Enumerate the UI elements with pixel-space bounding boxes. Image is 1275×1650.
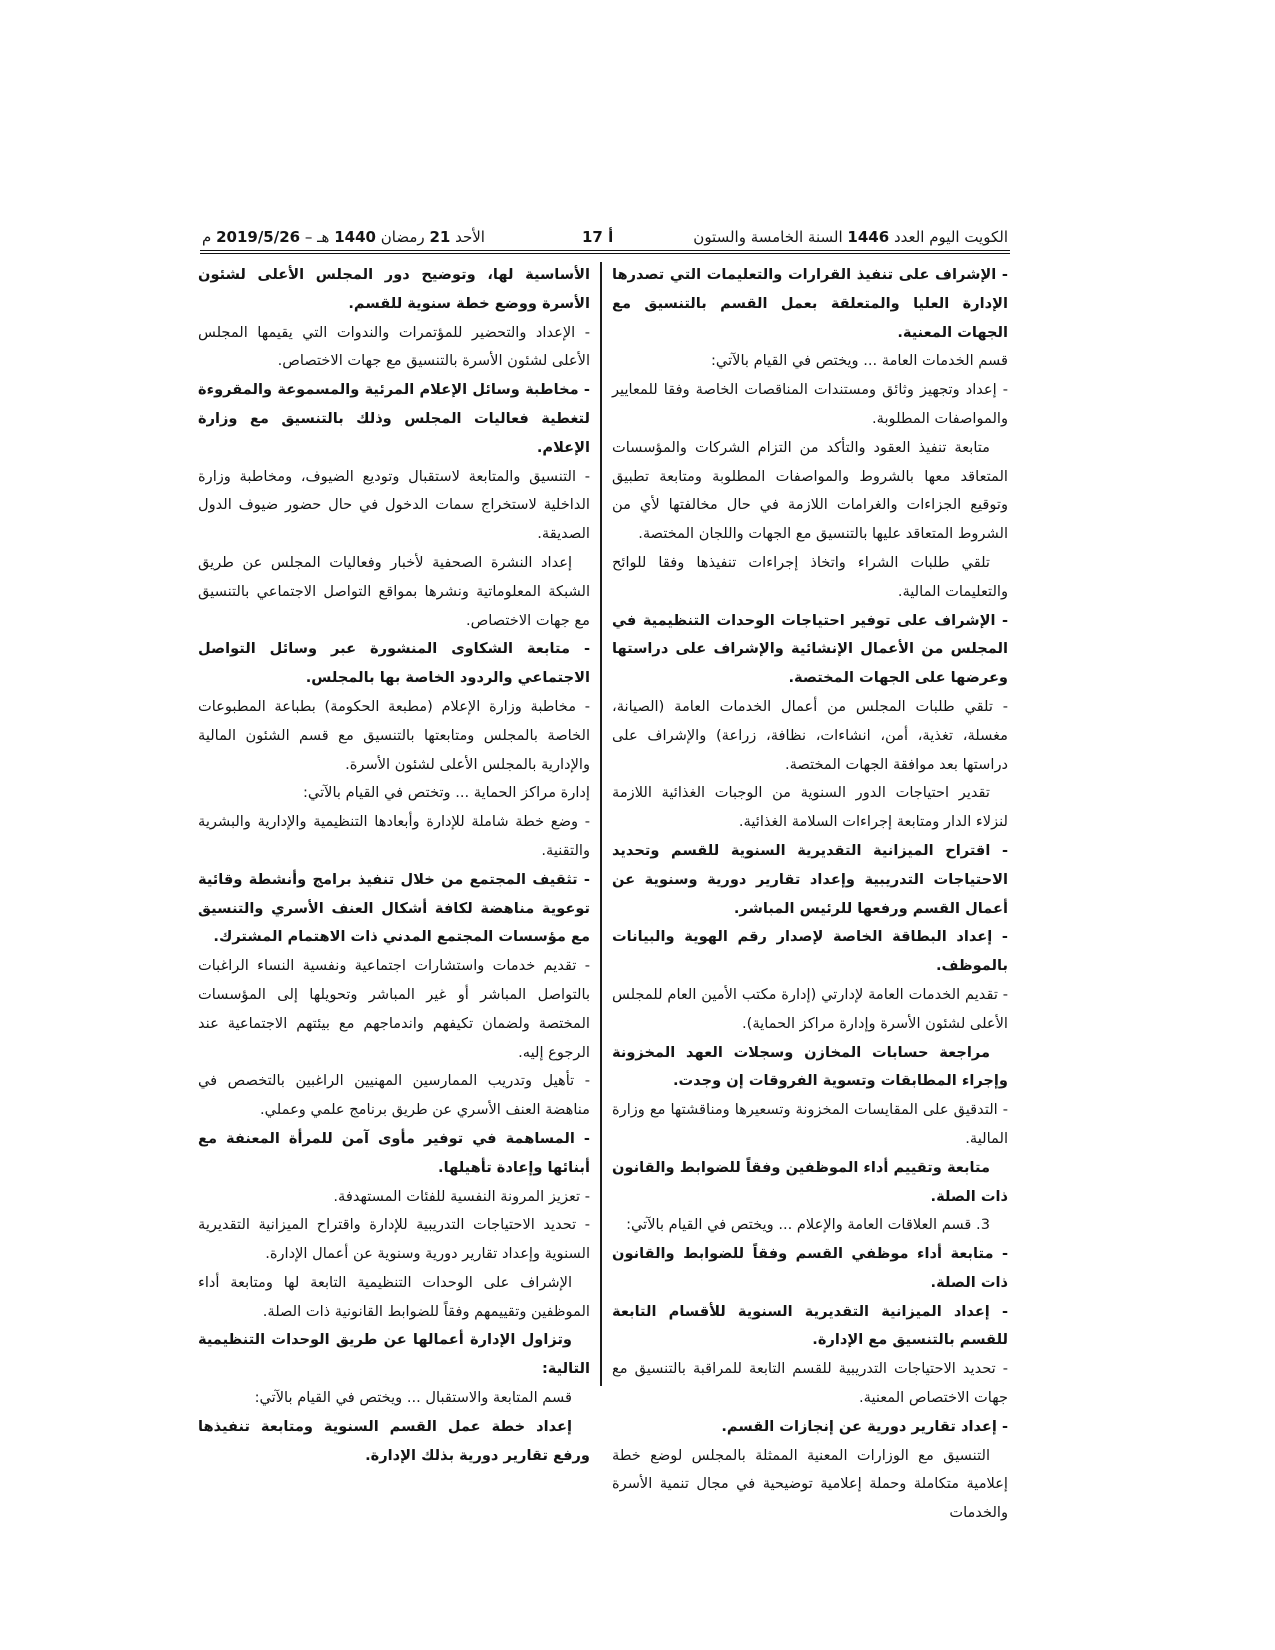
column-divider	[600, 262, 602, 1386]
paragraph: تقدير احتياجات الدور السنوية من الوجبات الغذائية اللازمة لنزلاء الدار ومتابعة إجراءات السلامة الغذائية.	[612, 784, 1008, 831]
list-item: - التدقيق على المقايسات المخزونة وتسعيرها ومناقشتها مع وزارة المالية.	[612, 1101, 1008, 1147]
paragraph: تلقي طلبات الشراء واتخاذ إجراءات تنفيذها وفقا للوائح والتعليمات المالية.	[612, 553, 1008, 600]
list-item: - تقديم الخدمات العامة لإدارتي (إدارة مكتب الأمين العام للمجلس الأعلى لشئون الأسرة وإدارة مراكز الحماية).	[612, 985, 1008, 1032]
section-heading: قسم المتابعة والاستقبال ... ويختص في القيام بالآتي:	[254, 1389, 572, 1407]
list-item: - تحديد الاحتياجات التدريبية للإدارة واقتراح الميزانية التقديرية السنوية وإعداد تقارير دورية وسنوية عن أعمال الإدارة.	[198, 1216, 590, 1263]
publication-name: الكويت اليوم	[929, 228, 1008, 246]
list-item: - مخاطبة وزارة الإعلام (مطبعة الحكومة) بطباعة المطبوعات الخاصة بالمجلس ومتابعتها بالتنسيق مع قسم الشئون المالية والإدارية بالمجلس الأعلى لشئون الأسرة.	[198, 697, 590, 773]
gregorian-suffix: م	[202, 228, 212, 246]
paragraph: الإشراف على الوحدات التنظيمية التابعة لها ومتابعة أداء الموظفين وتقييمهم وفقاً للضوابط القانونية ذات الصلة.	[198, 1273, 590, 1320]
paragraph: وتزاول الإدارة أعمالها عن طريق الوحدات التنظيمية التالية:	[198, 1331, 590, 1378]
list-item: - مخاطبة وسائل الإعلام المرئية والمسموعة والمقروءة لتغطية فعاليات المجلس وذلك بالتنسيق مع وزارة الإعلام.	[198, 381, 590, 456]
list-item: - تحديد الاحتياجات التدريبية للقسم التابعة للمراقبة بالتنسيق مع جهات الاختصاص المعنية.	[612, 1360, 1008, 1407]
gazette-issue-info	[693, 226, 1008, 248]
section-heading: قسم الخدمات العامة ... ويختص في القيام بالآتي:	[710, 352, 1008, 370]
page-header	[200, 226, 1010, 254]
list-item: - الإشراف على تنفيذ القرارات والتعليمات التي تصدرها الإدارة العليا والمتعلقة بعمل القسم بالتنسيق مع الجهات المعنية.	[612, 266, 1008, 341]
right-column	[612, 261, 1008, 1528]
issue-label: العدد	[893, 228, 925, 246]
hijri-month: رمضان	[380, 228, 425, 246]
hijri-suffix: هـ –	[304, 228, 330, 246]
list-item: - تأهيل وتدريب الممارسين المهنيين الراغبين بالتخصص في مناهضة العنف الأسري عن طريق برنامج علمي وعملي.	[198, 1072, 590, 1119]
hijri-day: 21	[429, 228, 451, 246]
publication-year: السنة الخامسة والستون	[693, 228, 843, 246]
list-item: - إعداد الميزانية التقديرية السنوية للأقسام التابعة للقسم بالتنسيق مع الإدارة.	[612, 1302, 1008, 1349]
list-item: - التنسيق والمتابعة لاستقبال وتوديع الضيوف، ومخاطبة وزارة الداخلية لاستخراج سمات الدخول في حال حضور ضيوف الدول الصديقة.	[198, 467, 590, 543]
paragraph: متابعة وتقييم أداء الموظفين وفقاً للضوابط والقانون ذات الصلة.	[612, 1158, 1008, 1205]
list-item: - وضع خطة شاملة للإدارة وأبعادها التنظيمية والإدارية والبشرية والتقنية.	[198, 813, 590, 859]
list-item: - تلقي طلبات المجلس من أعمال الخدمات العامة (الصيانة، مغسلة، تغذية، أمن، انشاءات، نظافة، زراعة) والإشراف على دراستها بعد موافقة الجهات المختصة.	[612, 697, 1008, 773]
paragraph: التنسيق مع الوزارات المعنية الممثلة بالمجلس لوضع خطة إعلامية متكاملة وحملة إعلامية توضيحية في مجال تنمية الأسرة والخدمات	[612, 1446, 1008, 1522]
list-item: - تعزيز المرونة النفسية للفئات المستهدفة.	[333, 1187, 590, 1205]
list-item: - إعداد البطاقة الخاصة لإصدار رقم الهوية والبيانات بالموظف.	[612, 928, 1008, 975]
left-column	[198, 261, 590, 1470]
list-item: - اقتراح الميزانية التقديرية السنوية للقسم وتحديد الاحتياجات التدريبية وإعداد تقارير دورية وسنوية عن أعمال القسم ورفعها للرئيس المباشر.	[612, 841, 1008, 917]
issue-date	[202, 226, 485, 248]
section-heading: 3. قسم العلاقات العامة والإعلام ... ويختص في القيام بالآتي:	[626, 1216, 990, 1234]
gregorian-date: 2019/5/26	[216, 228, 301, 246]
paragraph: إعداد خطة عمل القسم السنوية ومتابعة تنفيذها ورفع تقارير دورية بذلك الإدارة.	[198, 1417, 590, 1464]
paragraph: الأساسية لها، وتوضيح دور المجلس الأعلى لشئون الأسرة ووضع خطة سنوية للقسم.	[198, 266, 590, 312]
list-item: - إعداد تقارير دورية عن إنجازات القسم.	[721, 1417, 1008, 1435]
paragraph: متابعة تنفيذ العقود والتأكد من التزام الشركات والمؤسسات المتعاقد معها بالشروط والمواصفات المطلوبة ومتابعة تطبيق وتوقيع الجزاءات والغرامات اللازمة في حال مخالفتها لأي من الشروط المتعاقد عليها بالتنسيق مع الجهات واللجان المختصة.	[612, 438, 1008, 543]
list-item: - الإعداد والتحضير للمؤتمرات والندوات التي يقيمها المجلس الأعلى لشئون الأسرة بالتنسيق مع جهات الاختصاص.	[198, 323, 590, 370]
hijri-year: 1440	[334, 228, 376, 246]
list-item: - المساهمة في توفير مأوى آمن للمرأة المعنفة مع أبنائها وإعادة تأهيلها.	[198, 1129, 590, 1176]
list-item: - تثقيف المجتمع من خلال تنفيذ برامج وأنشطة وقائية توعوية مناهضة لكافة أشكال العنف الأسري والتنسيق مع مؤسسات المجتمع المدني ذات الاهتمام المشترك.	[198, 870, 590, 946]
list-item: - الإشراف على توفير احتياجات الوحدات التنظيمية في المجلس من الأعمال الإنشائية والإشراف على دراستها وعرضها على الجهات المختصة.	[612, 611, 1008, 687]
list-item: - إعداد وتجهيز وثائق ومستندات المناقصات الخاصة وفقا للمعايير والمواصفات المطلوبة.	[612, 381, 1008, 427]
page-number: أ 17	[582, 228, 614, 246]
paragraph: إعداد النشرة الصحفية لأخبار وفعاليات المجلس عن طريق الشبكة المعلوماتية ونشرها بمواقع التواصل الاجتماعي بالتنسيق مع جهات الاختصاص.	[198, 553, 590, 629]
paragraph: مراجعة حسابات المخازن وسجلات العهد المخزونة وإجراء المطابقات وتسوية الفروقات إن وجدت.	[612, 1043, 1008, 1090]
list-item: - متابعة الشكاوى المنشورة عبر وسائل التواصل الاجتماعي والردود الخاصة بها بالمجلس.	[198, 640, 590, 687]
issue-number: 1446	[847, 228, 890, 246]
section-heading: إدارة مراكز الحماية ... وتختص في القيام بالآتي:	[302, 784, 590, 802]
day-name: الأحد	[455, 228, 485, 246]
list-item: - تقديم خدمات واستشارات اجتماعية ونفسية النساء الراغبات بالتواصل المباشر أو غير المباشر وتحويلها إلى المؤسسات المختصة ولضمان تكيفهم واندماجهم مع بيئتهم الاجتماعية عند الرجوع إليه.	[198, 957, 590, 1061]
list-item: - متابعة أداء موظفي القسم وفقاً للضوابط والقانون ذات الصلة.	[612, 1245, 1008, 1291]
